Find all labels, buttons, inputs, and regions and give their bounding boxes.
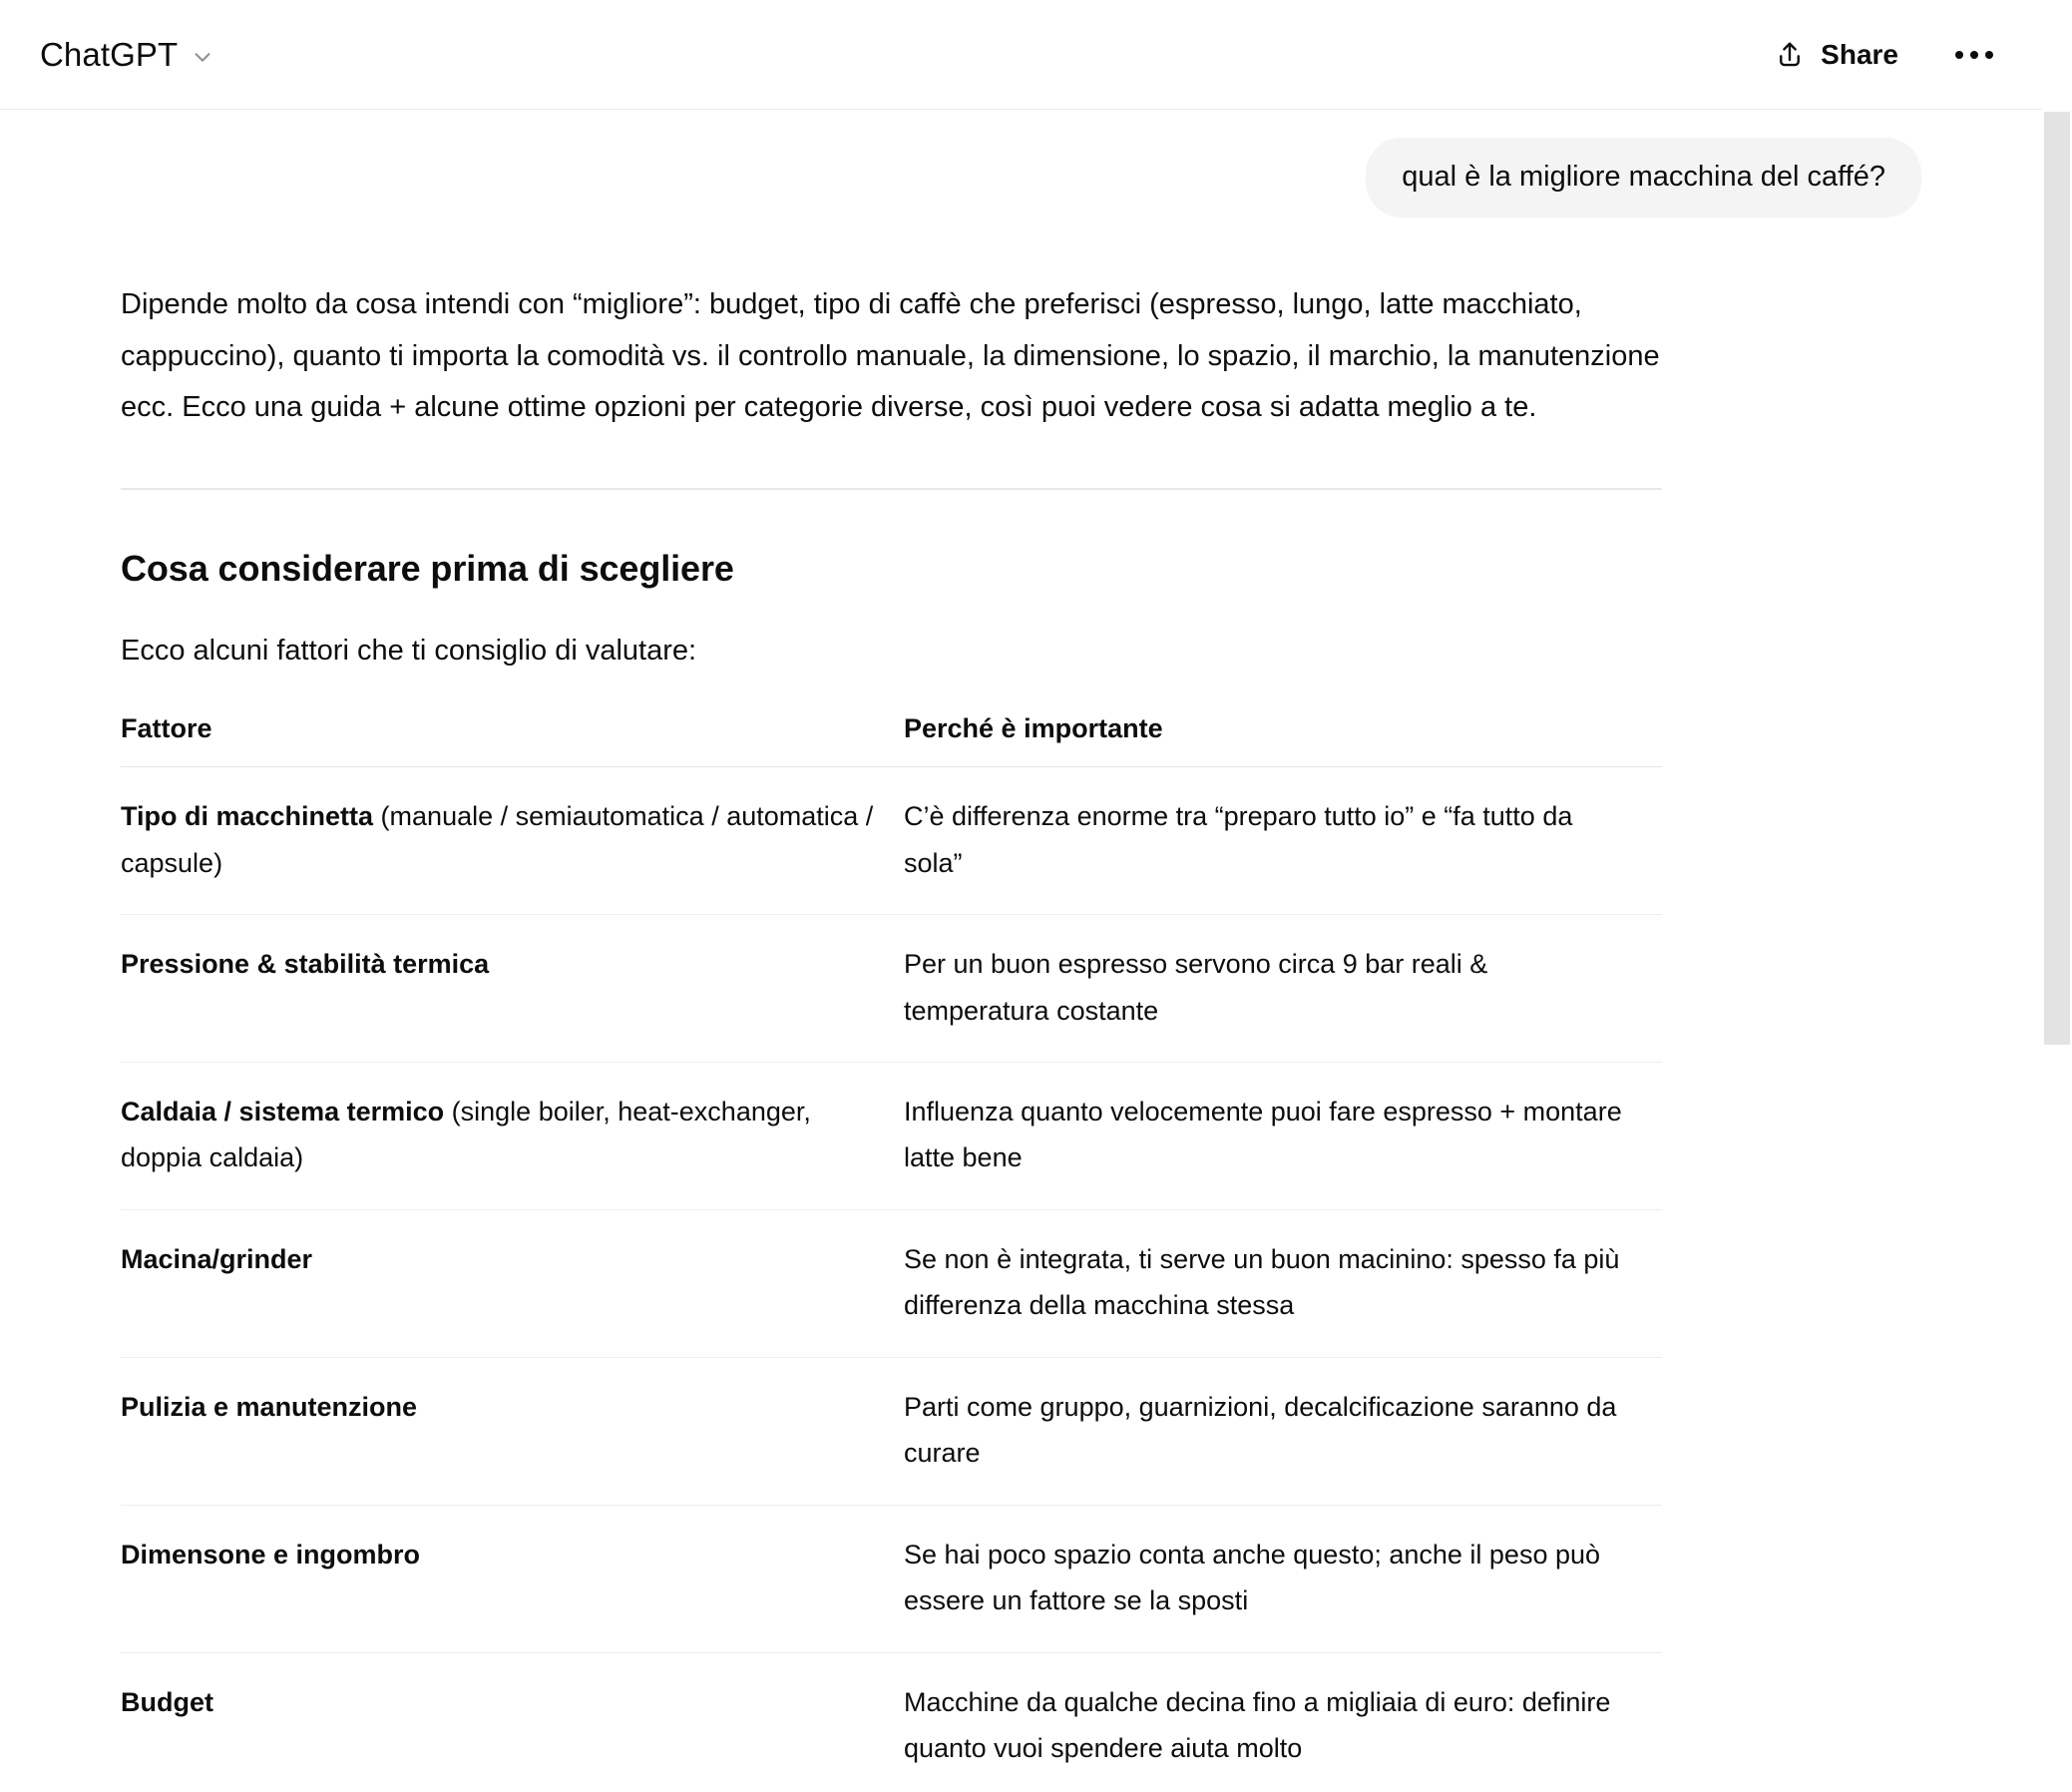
scrollbar-thumb[interactable] [2044,112,2070,1045]
factors-table-head [121,713,1662,767]
share-button-label: Share [1821,38,1898,70]
cell-factor [121,1505,904,1652]
section-divider [121,488,1662,490]
assistant-message [121,218,1921,1792]
section-heading: Cosa considerare prima di scegliere [121,547,734,589]
conversation-content [0,110,2042,1792]
cell-factor-name: Budget [121,1686,213,1717]
cell-factor-name: Macina/grinder [121,1243,313,1274]
table-row [121,1209,1662,1357]
column-header-factor: Fattore [121,713,904,767]
cell-factor-detail: (manuale / semiautomatica / automatica / capsule) [121,801,874,878]
cell-reason: Se non è integrata, ti serve un buon macinino: spesso fa più differenza della macchina stessa [904,1209,1662,1357]
table-header-row [121,713,1662,767]
table-row [121,1357,1662,1505]
cell-reason: Influenza quanto velocemente puoi fare espresso + montare latte bene [904,1063,1662,1210]
cell-reason: Parti come gruppo, guarnizioni, decalcificazione saranno da curare [904,1357,1662,1505]
share-upload-icon [1775,39,1805,71]
cell-factor [121,1652,904,1792]
chevron-down-icon[interactable] [192,46,213,68]
share-button[interactable] [1765,31,1908,79]
cell-reason: Se hai poco spazio conta anche questo; anche il peso può essere un fattore se la sposti [904,1505,1662,1652]
ellipsis-horizontal-icon [1955,51,1963,59]
cell-factor-name: Caldaia / sistema termico [121,1097,445,1127]
top-bar [0,0,2042,110]
table-row [121,1505,1662,1652]
factors-table-body [121,767,1662,1792]
cell-factor [121,915,904,1063]
cell-factor-name: Dimensone e ingombro [121,1539,421,1569]
conversation-scroll-area[interactable] [0,110,2072,1792]
table-row [121,915,1662,1063]
more-options-button[interactable] [1952,37,1996,73]
cell-factor [121,1357,904,1505]
app-title: ChatGPT [40,36,179,73]
table-row [121,1063,1662,1210]
cell-reason: Per un buon espresso servono circa 9 bar reali & temperatura costante [904,915,1662,1063]
cell-factor-name: Pulizia e manutenzione [121,1391,418,1422]
column-header-reason: Perché è importante [904,713,1662,767]
cell-factor [121,767,904,915]
vertical-scrollbar[interactable] [2042,110,2072,1792]
section-lead-text: Ecco alcuni fattori che ti consiglio di valutare: [121,634,697,667]
message-thread [121,110,1921,1792]
ellipsis-dot-2 [1970,51,1978,59]
table-row [121,767,1662,915]
user-message-row [121,110,1921,218]
cell-reason: C’è differenza enorme tra “preparo tutto io” e “fa tutto da sola” [904,767,1662,915]
model-switcher-button[interactable] [36,30,225,79]
cell-factor [121,1209,904,1357]
cell-factor-name: Tipo di macchinetta [121,801,374,832]
cell-factor-name: Pressione & stabilità termica [121,949,490,980]
assistant-intro-paragraph: Dipende molto da cosa intendi con “migliore”: budget, tipo di caffè che preferisci (espresso, lungo, latte macchiato, cappuccino), quanto ti importa la comodità vs. il controllo manuale, la dimensione, lo spazio, il marchio, la manutenzione ecc. Ecco una guida + alcune ottime opzioni per categorie diverse, così puoi vedere cosa si adatta meglio a te. [121,288,1660,424]
cell-reason: Macchine da qualche decina fino a migliaia di euro: definire quanto vuoi spendere aiuta molto [904,1686,1611,1763]
cell-factor [121,1063,904,1210]
top-bar-actions [1765,31,2042,79]
cell-factor-detail: (single boiler, heat-exchanger, doppia caldaia) [121,1097,811,1173]
ellipsis-dot-3 [1985,51,1993,59]
user-message-bubble[interactable]: qual è la migliore macchina del caffé? [1366,138,1921,218]
table-row [121,1652,1662,1792]
factors-table [121,713,1662,1792]
